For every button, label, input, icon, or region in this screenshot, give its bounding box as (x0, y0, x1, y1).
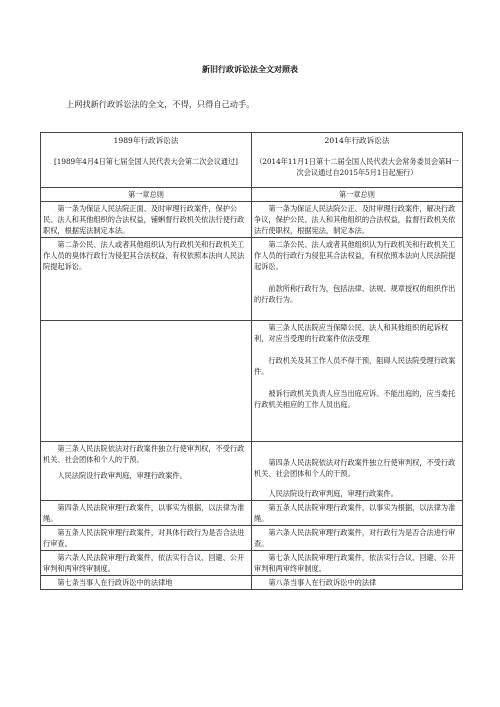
right-article-cell (252, 442, 463, 501)
table-header-row (41, 133, 463, 188)
right-article-cell (252, 202, 463, 238)
article-text: 第二条公民、法人或者其他组织认为行政机关和行政机关工作人员的臭体行政行为侵犯其合法权益，有权依照本法向人民法院提起诉讼。 (43, 240, 245, 271)
article-text: 第五条人民法院审理行政案件，以事实为根据，以法律为准绳。 (254, 503, 456, 523)
article-text: 第六条人民法院审理行政案件，依法实行合议、回避、公开审判和两审终审制度。 (43, 553, 245, 573)
left-article-cell (41, 526, 252, 551)
article-text: 第一条为保证人民法院正面、及时审理行政案件，保护公民、法人和其他组织的合法权益，铺蝌督行政机关依法行使行政职权，根据宪法制定本法。 (43, 204, 245, 235)
article-text: 第五条人民法院审理行政案件，对具体行政行为是否合法进行审查。 (43, 528, 245, 548)
article-text: 被诉行政机关负责人应当出庭应诉。不能出庭的，应当委托行政机关相应的工作人员出庭。 (254, 389, 456, 409)
article-text: 前款所称行政行为，包括法律、法规、规章授权的组织作出的行政行为。 (254, 284, 456, 304)
comparison-table (40, 132, 463, 590)
right-article-cell (252, 551, 463, 576)
intro-text: 上网找新行政诉讼法的全文，不得，只得自己动手。 (66, 99, 255, 109)
right-chapter-cell: 第一章总则 (252, 188, 463, 202)
left-empty-cell (41, 321, 252, 442)
right-article-cell (252, 501, 463, 526)
page-title: 新旧行政诉讼法全文对照表 (202, 65, 298, 74)
left-article-cell (41, 202, 252, 238)
table-row (41, 321, 463, 442)
table-row (41, 526, 463, 551)
article-text: 行政机关及其工作人员不得干预、阻碍人民法院受理行政案件。 (254, 356, 456, 376)
table-row (41, 202, 463, 238)
left-article-cell (41, 238, 252, 321)
left-law-note: [1989年4月4日第七届全国人民代表大会第二次会议通过] (54, 157, 238, 166)
table-row (41, 551, 463, 576)
right-law-title: 2014年行政诉讼法 (324, 136, 390, 145)
left-law-title: 1989年行政诉讼法 (113, 136, 179, 145)
right-article-cell (252, 238, 463, 321)
left-article-cell (41, 501, 252, 526)
table-row (41, 442, 463, 501)
article-text: 第四条人民法院审理行政案件，以事实为根据，以法律为准绳。 (43, 503, 245, 523)
right-article-cell (252, 576, 463, 590)
left-chapter-cell: 第一章总则 (41, 188, 252, 202)
table-row (41, 238, 463, 321)
article-text: 第三条人民法院依法对行政案件独立行使审判权，不受行政机关、社会团体和个人的干预。 (43, 444, 245, 464)
left-article-cell (41, 551, 252, 576)
article-text: 第二条公民、法人或者其他组织认为行政机关和行政机关工作人员的行政行为侵犯其合法权益，有权依照本法向人民法院提起诉讼。 (254, 240, 456, 271)
article-text: 第七条人民法院审理行政案件，依法实行合议、回避、公开审判和两审终审制度。 (254, 553, 456, 573)
article-text: 第四条人民法院依法对行政案件独立行使审判权，不受行政机关、社会团体和个人的干预。 (254, 458, 456, 478)
article-text: 第七条当事人在行政诉讼中的法律地 (57, 578, 173, 587)
table-row (41, 576, 463, 590)
right-article-cell (252, 526, 463, 551)
right-law-note: （2014年11月1日第十二届全国人民代表大会常务委员会第H一次会议通过自2015年5月1日起施行） (255, 157, 459, 177)
article-text: 人民法院设行政审判庭，审理行政案件。 (268, 489, 398, 498)
right-header-cell (252, 133, 463, 188)
table-row (41, 501, 463, 526)
article-text: 第六条人民法院审理行政案件，对行政行为是否合法进行审查。 (254, 528, 456, 548)
left-header-cell (41, 133, 252, 188)
chapter-row (41, 188, 463, 202)
left-article-cell (41, 442, 252, 501)
right-article-cell (252, 321, 463, 442)
article-text: 第一条为保证人民法院公正、及时审理行政案件，解决行政争议，保护公民、法人和其他组织的合法权益，监督行政机关依法行使职权，根据宪法，制定本法。 (254, 204, 456, 235)
article-text: 第三条人民法院应当保障公民、法人和其他组织的起诉权利，对应当受理的行政案件依法受理 (254, 323, 449, 343)
left-article-cell (41, 576, 252, 590)
article-text: 第八条当事人在行政诉讼中的法律 (268, 578, 377, 587)
article-text: 人民法院设行政审判庭，审理行政案件。 (57, 471, 187, 480)
